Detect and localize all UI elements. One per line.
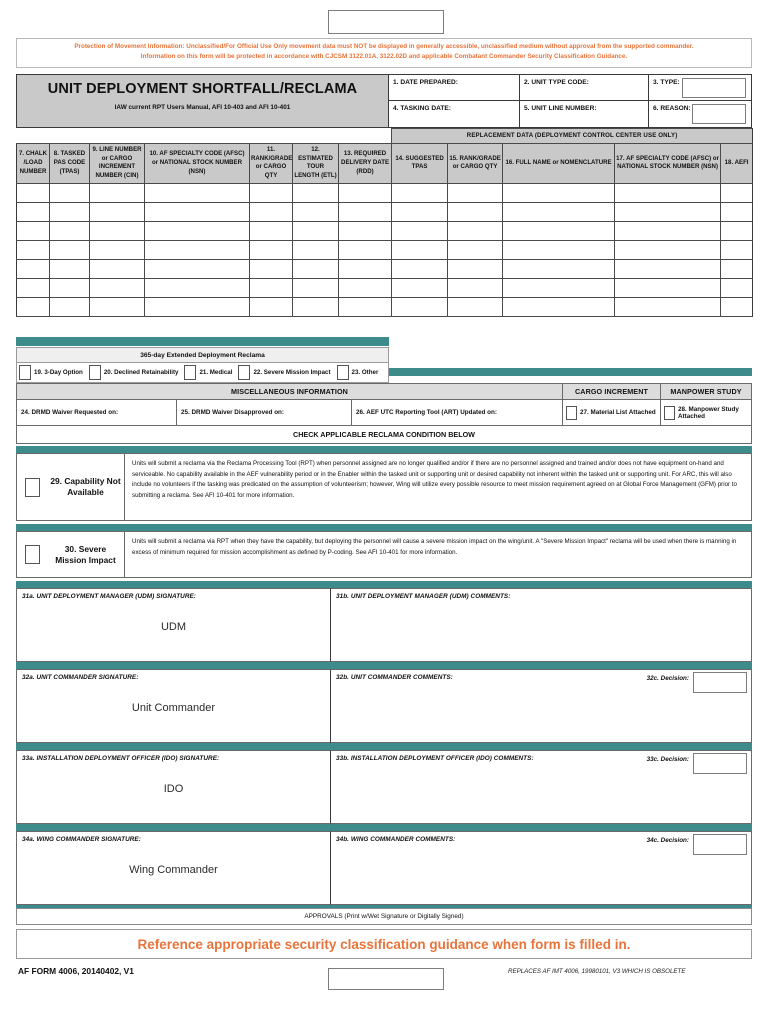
bottom-classification-box[interactable] [328, 968, 444, 990]
table-row[interactable] [17, 183, 753, 202]
checkbox-severe-mission-impact-condition[interactable] [25, 545, 40, 564]
field-unit-line-number-label: 5. UNIT LINE NUMBER: [524, 105, 597, 112]
reference-classification-banner: Reference appropriate security classification guidance when form is filled in. [16, 929, 752, 959]
checkbox-severe-mission-impact[interactable] [238, 365, 250, 380]
extended-deployment-options [16, 363, 389, 383]
grid-banner-row [17, 129, 753, 144]
header-row-2 [389, 101, 752, 128]
label-severe-mission-impact: 22. Severe Mission Impact [253, 369, 331, 376]
condition-29-label: 29. Capability Not Available [47, 454, 125, 520]
cell[interactable] [50, 202, 90, 221]
cell[interactable] [392, 221, 448, 240]
form-id-label: AF FORM 4006, 20140402, V1 [18, 966, 134, 976]
cell[interactable] [503, 240, 615, 259]
condition-29-capability-not-available[interactable] [16, 453, 752, 521]
cell[interactable] [17, 297, 50, 316]
title-row [16, 74, 752, 128]
col-estimated-tour-length: 12. ESTIMATED TOUR LENGTH (ETL) [293, 144, 339, 184]
cell[interactable] [90, 278, 145, 297]
unit-commander-signature-field[interactable] [16, 669, 331, 743]
label-other: 23. Other [351, 369, 379, 376]
checkbox-declined-retainability[interactable] [89, 365, 101, 380]
cell[interactable] [721, 183, 753, 202]
checkbox-3-day-option[interactable] [19, 365, 31, 380]
cell[interactable] [250, 221, 293, 240]
teal-divider-right [389, 368, 752, 376]
header-fields-group [389, 74, 752, 128]
cell[interactable] [392, 259, 448, 278]
udm-signature-value: UDM [160, 621, 187, 633]
checkbox-manpower-study-attached[interactable] [664, 406, 675, 420]
unit-commander-comments-caption: 32b. UNIT COMMANDER COMMENTS: [336, 674, 453, 681]
field-drmd-waiver-disapproved[interactable] [176, 400, 351, 426]
wing-commander-decision-caption: 34c. Decision: [646, 837, 689, 844]
field-date-prepared-label: 1. DATE PREPARED: [393, 79, 458, 86]
replaces-note: REPLACES AF IMT 4006, 19980101, V3 WHICH IS OBSOLETE [508, 968, 686, 975]
col-chalk-load-number: 7. CHALK /LOAD NUMBER [17, 144, 50, 184]
col-afsc-nsn: 10. AF SPECIALTY CODE (AFSC) or NATIONAL STOCK NUMBER (NSN) [145, 144, 250, 184]
misc-heading-main: MISCELLANEOUS INFORMATION [16, 383, 562, 400]
col-replacement-rank-grade: 15. RANK/GRADE or CARGO QTY [448, 144, 503, 184]
cell[interactable] [392, 278, 448, 297]
cell[interactable] [448, 183, 503, 202]
approvals-note: APPROVALS (Print w/Wet Signature or Digitally Signed) [16, 908, 752, 925]
replacement-data-banner: REPLACEMENT DATA (DEPLOYMENT CONTROL CENTER USE ONLY) [392, 129, 753, 144]
cell[interactable] [90, 297, 145, 316]
cell[interactable] [90, 259, 145, 278]
cell[interactable] [721, 221, 753, 240]
field-unit-type-code-label: 2. UNIT TYPE CODE: [524, 79, 589, 86]
cell[interactable] [615, 183, 721, 202]
wing-commander-comments-caption: 34b. WING COMMANDER COMMENTS: [336, 836, 456, 843]
cell[interactable] [503, 297, 615, 316]
cell[interactable] [50, 297, 90, 316]
field-reason[interactable] [649, 101, 752, 128]
field-art-updated-label: 26. AEF UTC Reporting Tool (ART) Updated on: [356, 409, 497, 416]
cell[interactable] [392, 297, 448, 316]
cell[interactable] [145, 183, 250, 202]
field-reason-input[interactable] [692, 104, 746, 124]
wing-commander-decision-input[interactable] [693, 834, 747, 855]
cell[interactable] [90, 183, 145, 202]
table-row[interactable] [17, 240, 753, 259]
teal-divider-left-top [16, 337, 389, 346]
cell[interactable] [293, 297, 339, 316]
udm-comments-caption: 31b. UNIT DEPLOYMENT MANAGER (UDM) COMMENTS: [336, 593, 511, 600]
unit-commander-signature-value: Unit Commander [131, 702, 216, 714]
condition-30-checkbox-wrap[interactable] [17, 532, 47, 577]
cell[interactable] [17, 240, 50, 259]
unit-commander-decision-caption: 32c. Decision: [646, 675, 689, 682]
cell[interactable] [293, 240, 339, 259]
cell[interactable] [250, 259, 293, 278]
cell[interactable] [503, 259, 615, 278]
col-full-name-nomenclature: 16. FULL NAME or NOMENCLATURE [503, 144, 615, 184]
table-row[interactable] [17, 297, 753, 316]
field-type-input[interactable] [682, 78, 746, 98]
checkbox-material-list-attached[interactable] [566, 406, 577, 420]
col-suggested-tpas: 14. SUGGESTED TPAS [392, 144, 448, 184]
page-title: UNIT DEPLOYMENT SHORTFALL/RECLAMA [47, 81, 358, 97]
cell[interactable] [339, 297, 392, 316]
cell[interactable] [503, 202, 615, 221]
wing-commander-signature-caption: 34a. WING COMMANDER SIGNATURE: [22, 836, 141, 843]
teal-divider-after-udm [16, 662, 752, 669]
cell[interactable] [721, 259, 753, 278]
cell[interactable] [448, 202, 503, 221]
protection-warning-banner [16, 38, 752, 68]
cell[interactable] [392, 202, 448, 221]
cell[interactable] [615, 221, 721, 240]
cell[interactable] [615, 297, 721, 316]
cell[interactable] [293, 278, 339, 297]
field-drmd-waiver-requested[interactable] [16, 400, 176, 426]
signature-block-unit-commander [16, 669, 752, 743]
udm-signature-field[interactable] [16, 588, 331, 662]
field-type-label: 3. TYPE: [653, 79, 680, 86]
cell[interactable] [145, 240, 250, 259]
cell[interactable] [250, 240, 293, 259]
field-unit-line-number[interactable] [520, 101, 649, 128]
unit-commander-comments-field[interactable] [331, 669, 752, 743]
field-material-list-attached[interactable] [562, 400, 660, 426]
condition-30-severe-mission-impact[interactable] [16, 531, 752, 578]
field-reason-label: 6. REASON: [653, 105, 691, 112]
cell[interactable] [615, 240, 721, 259]
cell[interactable] [50, 221, 90, 240]
table-row[interactable] [17, 202, 753, 221]
label-declined-retainability: 20. Declined Retainability [103, 369, 179, 376]
col-replacement-afsc-nsn: 17. AF SPECIALTY CODE (AFSC) or NATIONAL STOCK NUMBER (NSN) [615, 144, 721, 184]
cell[interactable] [615, 202, 721, 221]
miscellaneous-information-section [16, 383, 752, 426]
unit-commander-decision-input[interactable] [693, 672, 747, 693]
cell[interactable] [250, 183, 293, 202]
cell[interactable] [721, 202, 753, 221]
cell[interactable] [250, 202, 293, 221]
header-row-1 [389, 74, 752, 101]
cell[interactable] [293, 259, 339, 278]
cell[interactable] [17, 183, 50, 202]
ido-decision-input[interactable] [693, 753, 747, 774]
cell[interactable] [339, 240, 392, 259]
table-row[interactable] [17, 259, 753, 278]
condition-30-text: Units will submit a reclama via RPT when they have the capability, but deploying the personnel will cause a severe mission impact on the wing/unit. A "Severe Mission Impact" reclama will be used when there is manning in excess of minimum required for mission accomplishment as defined by P-coding. See AFI 10-401 for more information. [132, 538, 737, 556]
ido-comments-caption: 33b. INSTALLATION DEPLOYMENT OFFICER (IDO) COMMENTS: [336, 755, 534, 762]
cell[interactable] [448, 259, 503, 278]
cell[interactable] [17, 221, 50, 240]
cell[interactable] [50, 278, 90, 297]
cell[interactable] [721, 297, 753, 316]
teal-divider-above-condition-29 [16, 446, 752, 453]
cell[interactable] [50, 259, 90, 278]
col-rank-grade-cargo-qty: 11. RANK/GRADE or CARGO QTY [250, 144, 293, 184]
cell[interactable] [503, 278, 615, 297]
unit-commander-signature-caption: 32a. UNIT COMMANDER SIGNATURE: [22, 674, 139, 681]
cell[interactable] [339, 221, 392, 240]
ido-signature-field[interactable] [16, 750, 331, 824]
cell[interactable] [339, 202, 392, 221]
cell[interactable] [293, 183, 339, 202]
cell[interactable] [293, 221, 339, 240]
top-classification-box[interactable] [328, 10, 444, 34]
teal-divider-above-condition-30 [16, 524, 752, 531]
cell[interactable] [145, 278, 250, 297]
teal-divider-above-signatures [16, 581, 752, 588]
cell[interactable] [145, 221, 250, 240]
misc-fields-row [16, 400, 752, 426]
teal-divider-after-unit-commander [16, 743, 752, 750]
label-3-day-option: 19. 3-Day Option [34, 369, 83, 376]
field-tasking-date[interactable] [389, 101, 520, 128]
cell[interactable] [339, 183, 392, 202]
cell[interactable] [448, 221, 503, 240]
ido-signature-value: IDO [163, 783, 184, 795]
field-unit-type-code[interactable] [520, 74, 649, 101]
col-tasked-pas-code: 8. TASKED PAS CODE (TPAS) [50, 144, 90, 184]
cell[interactable] [17, 202, 50, 221]
cell[interactable] [17, 278, 50, 297]
field-manpower-study-attached[interactable] [660, 400, 752, 426]
cell[interactable] [90, 240, 145, 259]
cell[interactable] [503, 221, 615, 240]
signature-block-udm [16, 588, 752, 662]
misc-heading-row [16, 383, 752, 400]
col-required-delivery-date: 13. REQUIRED DELIVERY DATE (RDD) [339, 144, 392, 184]
cell[interactable] [50, 240, 90, 259]
wing-commander-signature-value: Wing Commander [129, 864, 218, 876]
cell[interactable] [339, 259, 392, 278]
field-material-list-attached-label: 27. Material List Attached [580, 409, 656, 416]
cell[interactable] [50, 183, 90, 202]
signature-block-wing-commander [16, 831, 752, 905]
extended-deployment-title: 365-day Extended Deployment Reclama [16, 347, 389, 363]
grid-header-row [17, 144, 753, 184]
cell[interactable] [615, 259, 721, 278]
table-row[interactable] [17, 221, 753, 240]
warning-line-1: Protection of Movement Information: Unclassified/For Official Use Only movement data must NOT be displayed in generally accessible, unclassified medium without approval from the supported commander. [74, 43, 694, 50]
checkbox-capability-not-available[interactable] [25, 478, 40, 497]
ido-comments-field[interactable] [331, 750, 752, 824]
shortfall-data-grid [16, 128, 753, 317]
field-manpower-study-attached-label: 28. Manpower Study Attached [678, 405, 739, 420]
field-drmd-waiver-disapproved-label: 25. DRMD Waiver Disapproved on: [181, 409, 284, 416]
cell[interactable] [721, 278, 753, 297]
form-title-cell [16, 74, 389, 128]
ido-decision-caption: 33c. Decision: [646, 756, 689, 763]
grid-body [17, 183, 753, 316]
form-title-subtitle: IAW current RPT Users Manual, AFI 10-403 and AFI 10-401 [114, 104, 291, 111]
table-row[interactable] [17, 278, 753, 297]
wing-commander-comments-field[interactable] [331, 831, 752, 905]
cell[interactable] [392, 240, 448, 259]
form-frame [16, 74, 752, 317]
col-aefi: 18. AEFI [721, 144, 753, 184]
field-art-updated[interactable] [351, 400, 562, 426]
signature-block-ido [16, 750, 752, 824]
field-date-prepared[interactable] [389, 74, 520, 101]
cell[interactable] [250, 297, 293, 316]
cell[interactable] [721, 240, 753, 259]
field-tasking-date-label: 4. TASKING DATE: [393, 105, 452, 112]
checkbox-other[interactable] [337, 365, 349, 380]
cell[interactable] [90, 202, 145, 221]
teal-divider-after-ido [16, 824, 752, 831]
condition-29-text: Units will submit a reclama via the Reclama Processing Tool (RPT) when personnel assigned are no longer qualified and/or if there are no personnel assigned and trained and/or does not have equipment on-hand and serviceable. No capability available in the AEF vulnerability period or in the Enabler within the tasked unit or supporting unit or desired capability not inherent within the tasked unit or supporting unit. For ARC, this will also include no volunteers if the tasking was predicated on the assumption of volunteerism; however, Wing will utilize every possible resource to meet mission requirement agreed on at Global Force Management (GFM) prior to submitting a reclama. See AFI 10-401 for more information. [132, 460, 737, 499]
cell[interactable] [145, 202, 250, 221]
cell[interactable] [448, 278, 503, 297]
checkbox-medical[interactable] [184, 365, 196, 380]
cell[interactable] [90, 221, 145, 240]
warning-line-2: Information on this form will be protected in accordance with CJCSM 3122.01A, 3122.02D and applicable Combatant Commander Security Classification Guidance. [140, 52, 628, 60]
cell[interactable] [392, 183, 448, 202]
cell[interactable] [339, 278, 392, 297]
cell[interactable] [145, 297, 250, 316]
cell[interactable] [293, 202, 339, 221]
col-line-number-cin: 9. LINE NUMBER or CARGO INCREMENT NUMBER (CIN) [90, 144, 145, 184]
cell[interactable] [503, 183, 615, 202]
udm-comments-field[interactable] [331, 588, 752, 662]
cell[interactable] [448, 240, 503, 259]
misc-heading-manpower-study: MANPOWER STUDY [660, 383, 752, 400]
cell[interactable] [615, 278, 721, 297]
wing-commander-signature-field[interactable] [16, 831, 331, 905]
cell[interactable] [250, 278, 293, 297]
check-reclama-condition-line: CHECK APPLICABLE RECLAMA CONDITION BELOW [16, 426, 752, 444]
cell[interactable] [17, 259, 50, 278]
misc-heading-cargo-increment: CARGO INCREMENT [562, 383, 660, 400]
field-type[interactable] [649, 74, 752, 101]
condition-30-label: 30. Severe Mission Impact [47, 532, 125, 577]
condition-29-checkbox-wrap[interactable] [17, 454, 47, 520]
cell[interactable] [448, 297, 503, 316]
cell[interactable] [145, 259, 250, 278]
ido-signature-caption: 33a. INSTALLATION DEPLOYMENT OFFICER (IDO) SIGNATURE: [22, 755, 220, 762]
label-medical: 21. Medical [199, 369, 233, 376]
field-drmd-waiver-requested-label: 24. DRMD Waiver Requested on: [21, 409, 119, 416]
udm-signature-caption: 31a. UNIT DEPLOYMENT MANAGER (UDM) SIGNATURE: [22, 593, 196, 600]
